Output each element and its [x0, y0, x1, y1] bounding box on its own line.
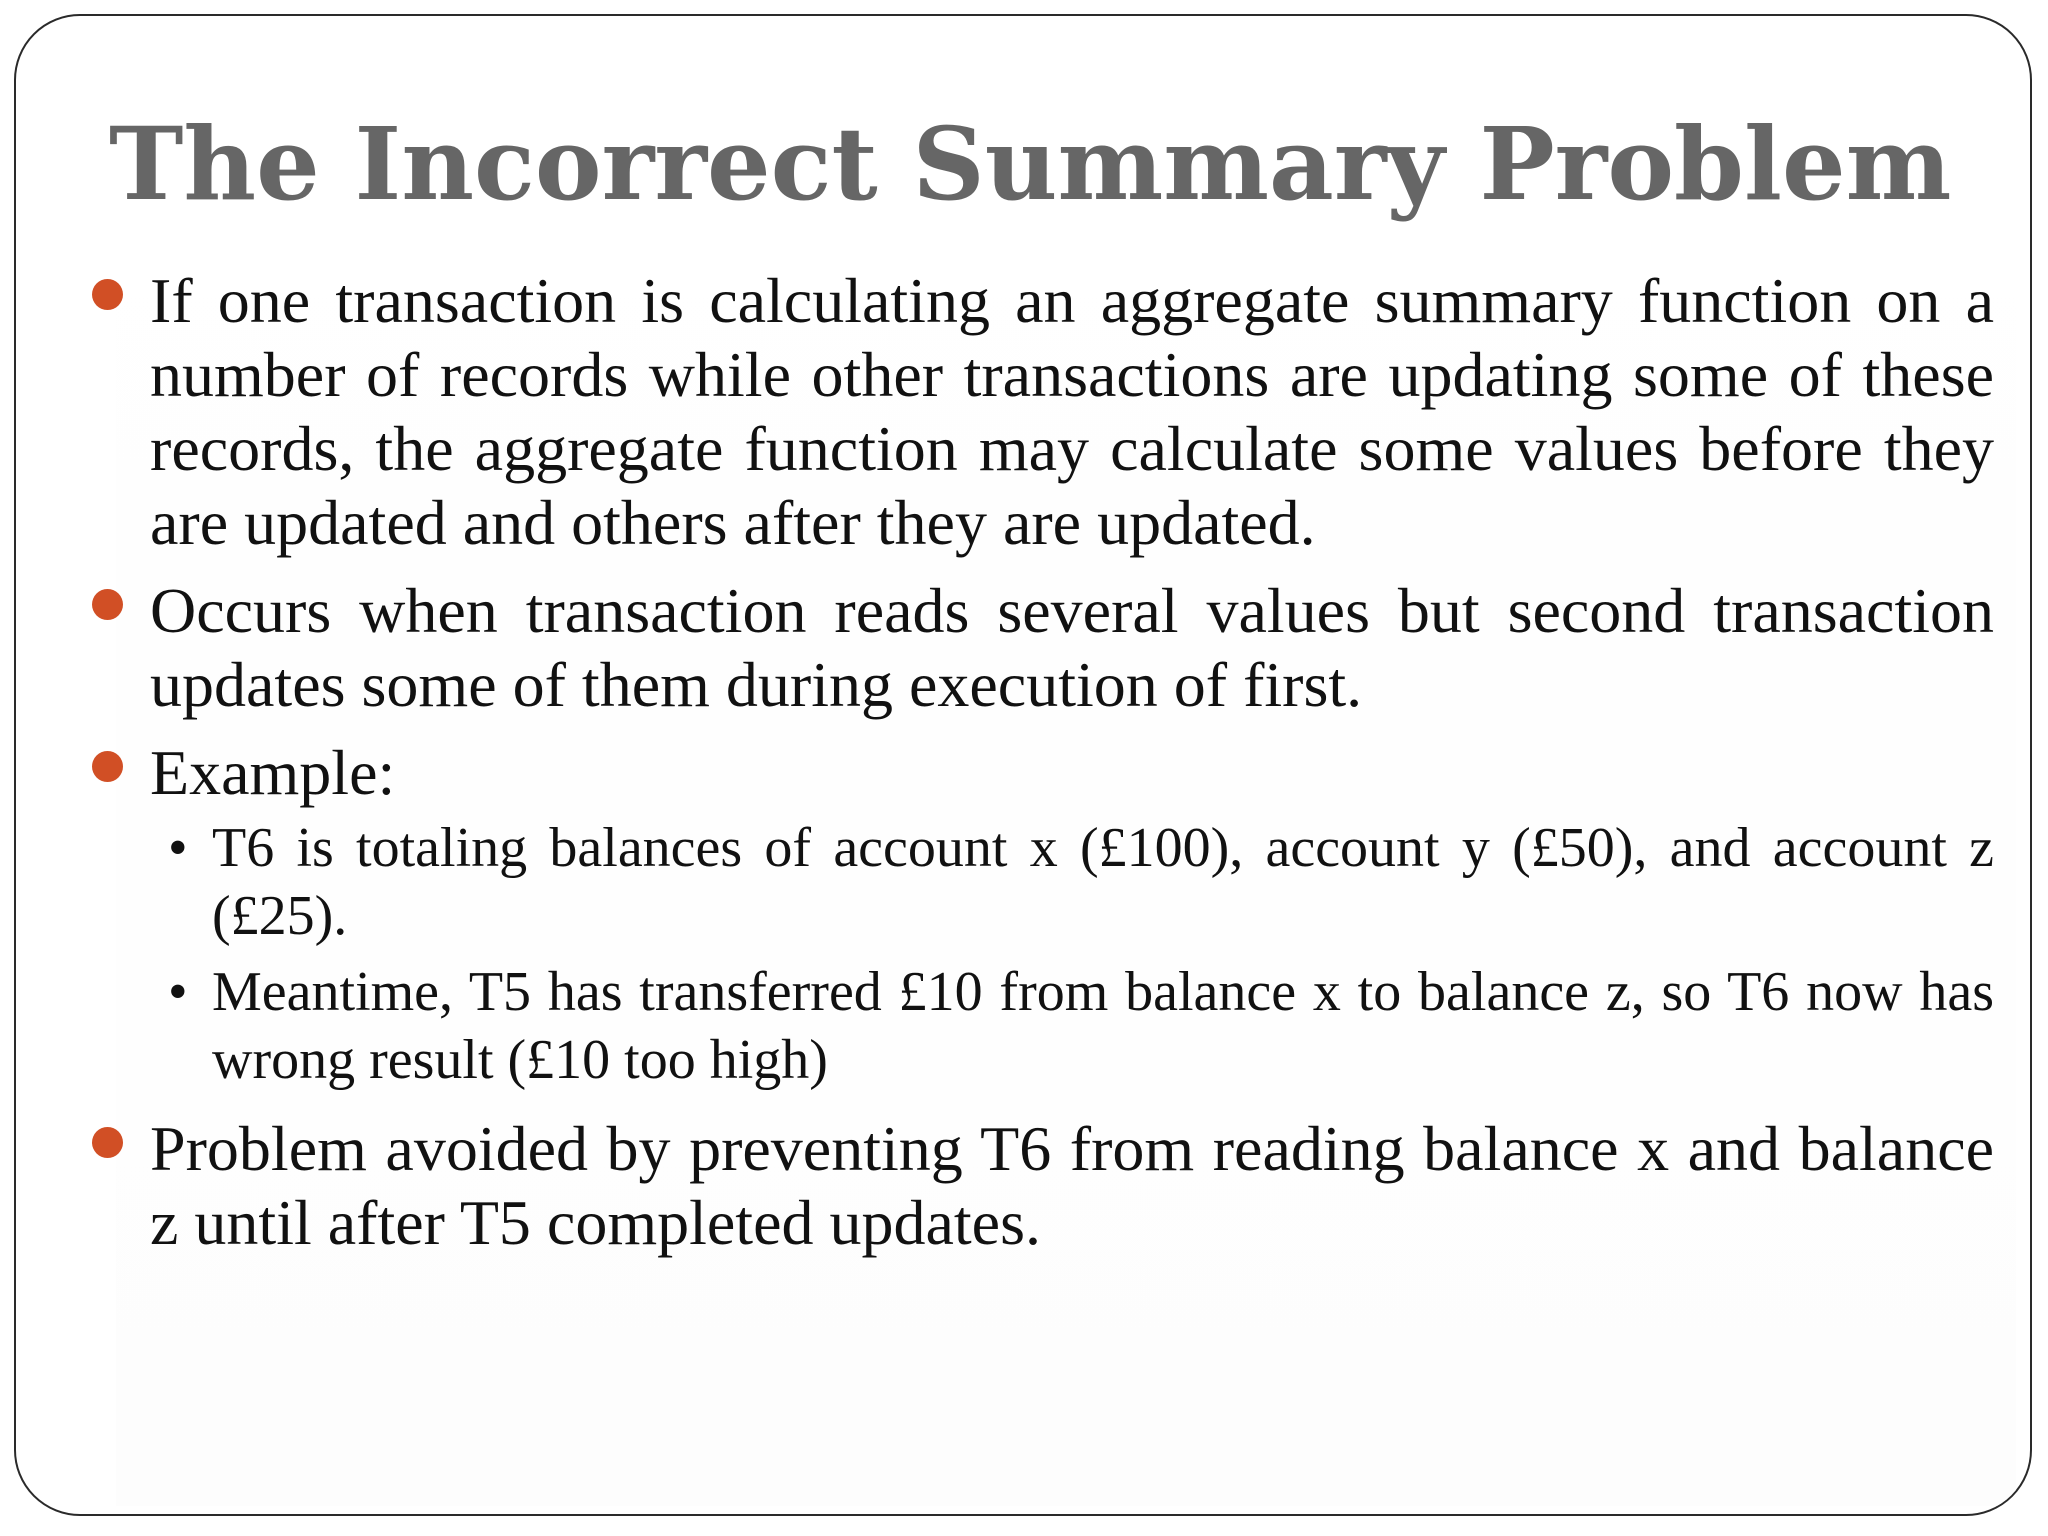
- sub-bullet-dot-icon: •: [168, 817, 188, 879]
- bullet-text: Example:: [150, 737, 396, 808]
- bullet-dot-icon: [92, 279, 123, 310]
- sub-bullet-text: Meantime, T5 has transferred £10 from balance x to balance z, so T6 now has wrong result (£10 too high): [212, 961, 1994, 1091]
- bullet-item-example: [80, 736, 1994, 810]
- sub-bullet-item: [80, 814, 1994, 950]
- bullet-dot-icon: [92, 1127, 123, 1158]
- bullet-dot-icon: [92, 751, 123, 782]
- slide-title: The Incorrect Summary Problem: [109, 105, 1952, 223]
- sub-bullet-dot-icon: •: [168, 961, 188, 1023]
- bullet-text: Problem avoided by preventing T6 from reading balance x and balance z until after T5 completed updates.: [150, 1113, 1994, 1258]
- bullet-text: If one transaction is calculating an aggregate summary function on a number of records while other transactions are updating some of these records, the aggregate function may calculate some values before they are updated and others after they are updated.: [150, 265, 1994, 558]
- bullet-dot-icon: [92, 589, 123, 620]
- bullet-text: Occurs when transaction reads several values but second transaction updates some of them during execution of first.: [150, 575, 1994, 720]
- sub-bullet-item: [80, 958, 1994, 1094]
- sub-bullet-text: T6 is totaling balances of account x (£100), account y (£50), and account z (£25).: [212, 817, 1994, 947]
- bullet-item: [80, 574, 1994, 722]
- slide-content: [80, 264, 1994, 1274]
- bullet-item: [80, 1112, 1994, 1260]
- bullet-item: [80, 264, 1994, 560]
- slide-frame: [14, 14, 2032, 1516]
